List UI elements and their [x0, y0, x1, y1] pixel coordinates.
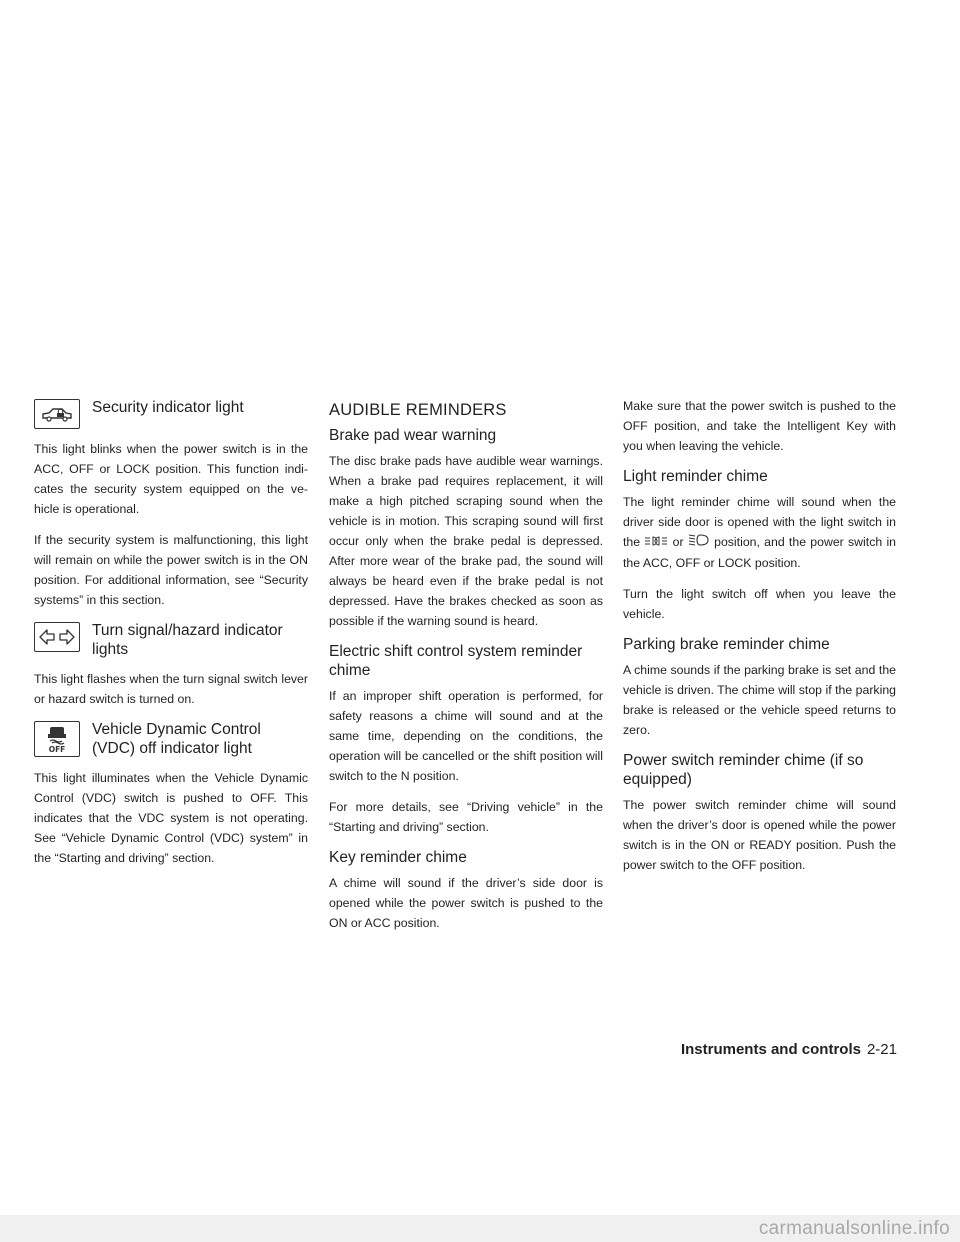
shift-chime-heading: Electric shift control system reminder chime	[329, 643, 583, 679]
security-paragraph-2: If the security system is malfunctioning, this light will remain on while the power switch is in the ON position. For additional information, see “Security systems” in this section.	[34, 533, 308, 607]
parking-lights-icon	[644, 533, 668, 553]
key-chime-paragraph: A chime will sound if the driver’s side door is opened while the power switch is pushed to the ON or ACC position.	[329, 876, 603, 930]
footer-section: Instruments and controls	[680, 1041, 861, 1058]
light-chime-paragraph-1	[623, 492, 896, 573]
power-switch-paragraph: The power switch reminder chime will sound when the driver’s door is opened while the power switch is in the ON or READY position. Push the power switch to the OFF position.	[623, 797, 896, 872]
light-chime-heading: Light reminder chime	[623, 468, 768, 485]
vdc-off-heading: Vehicle Dynamic Control (VDC) off indicator light	[92, 721, 261, 757]
shift-chime-paragraph-1: If an improper shift operation is performed, for safety reasons a chime will sound and at the same time, depending on the conditions, the operation will be cancelled or the shift position will switch to the N position.	[329, 689, 603, 783]
turn-signal-paragraph: This light flashes when the turn signal switch lever or hazard switch is turned on.	[34, 672, 308, 706]
page-footer	[681, 1041, 897, 1058]
security-indicator-heading: Security indicator light	[92, 399, 244, 416]
light-chime-text-a: The light reminder chime will sound when the driver side door is opened with the light switch in the	[623, 495, 896, 549]
light-chime-text-b: position, and the power switch in the ACC, OFF or LOCK position.	[623, 535, 897, 570]
key-chime-heading: Key reminder chime	[329, 849, 467, 866]
car-lock-icon	[34, 399, 80, 429]
brake-pad-heading: Brake pad wear warning	[329, 427, 497, 444]
parking-brake-paragraph: A chime sounds if the parking brake is set and the vehicle is driven. The chime will stop if the parking brake is released or the vehicle speed returns to zero.	[623, 662, 896, 737]
parking-brake-heading: Parking brake reminder chime	[623, 635, 830, 653]
section-title: AUDIBLE REMINDERS	[329, 401, 507, 419]
watermark-bar	[0, 1215, 960, 1242]
security-paragraph-1: This light blinks when the power switch is in the ACC, OFF or LOCK position. This function indi-cates the security system equipped on the ve-hicle is operational.	[34, 442, 308, 516]
column-left	[34, 398, 308, 879]
shift-chime-paragraph-2: For more details, see “Driving vehicle” in the “Starting and driving” section.	[329, 800, 603, 834]
turn-signal-header	[34, 621, 308, 659]
turn-signal-arrows-icon	[34, 622, 80, 652]
power-switch-heading: Power switch reminder chime (if so equipped)	[623, 751, 864, 788]
vdc-off-header	[34, 720, 308, 758]
light-chime-paragraph-2: Turn the light switch off when you leave the vehicle.	[623, 586, 896, 621]
light-chime-text-or: or	[672, 535, 684, 549]
brake-pad-paragraph: The disc brake pads have audible wear warnings. When a brake pad requires replacement, it will make a high pitched scraping sound when the vehicle is in motion. This scraping sound will first occur only when the brake pedal is depressed. After more wear of the brake pad, the sound will always be heard even if the brake pedal is not depressed. Have the brakes checked as soon as possible if the warning sound is heard.	[329, 454, 603, 628]
turn-signal-heading: Turn signal/hazard indicator lights	[92, 622, 283, 658]
vdc-off-icon	[34, 721, 80, 757]
column-middle	[329, 398, 603, 944]
intelligent-key-paragraph: Make sure that the power switch is pushed to the OFF position, and take the Intelligent Key with you when leaving the vehicle.	[623, 399, 896, 453]
page-number: 2-21	[866, 1041, 897, 1058]
watermark-text[interactable]: carmanualsonline.info	[758, 1218, 950, 1239]
headlight-icon	[688, 533, 710, 553]
column-right	[623, 398, 896, 886]
security-indicator-header	[34, 398, 308, 429]
vdc-off-paragraph: This light illuminates when the Vehicle Dynamic Control (VDC) switch is pushed to OFF. This indicates that the VDC system is not operating. See “Vehicle Dynamic Control (VDC) system” in the “Starting and driving” section.	[34, 771, 308, 865]
svg-text:OFF: OFF	[48, 745, 66, 753]
